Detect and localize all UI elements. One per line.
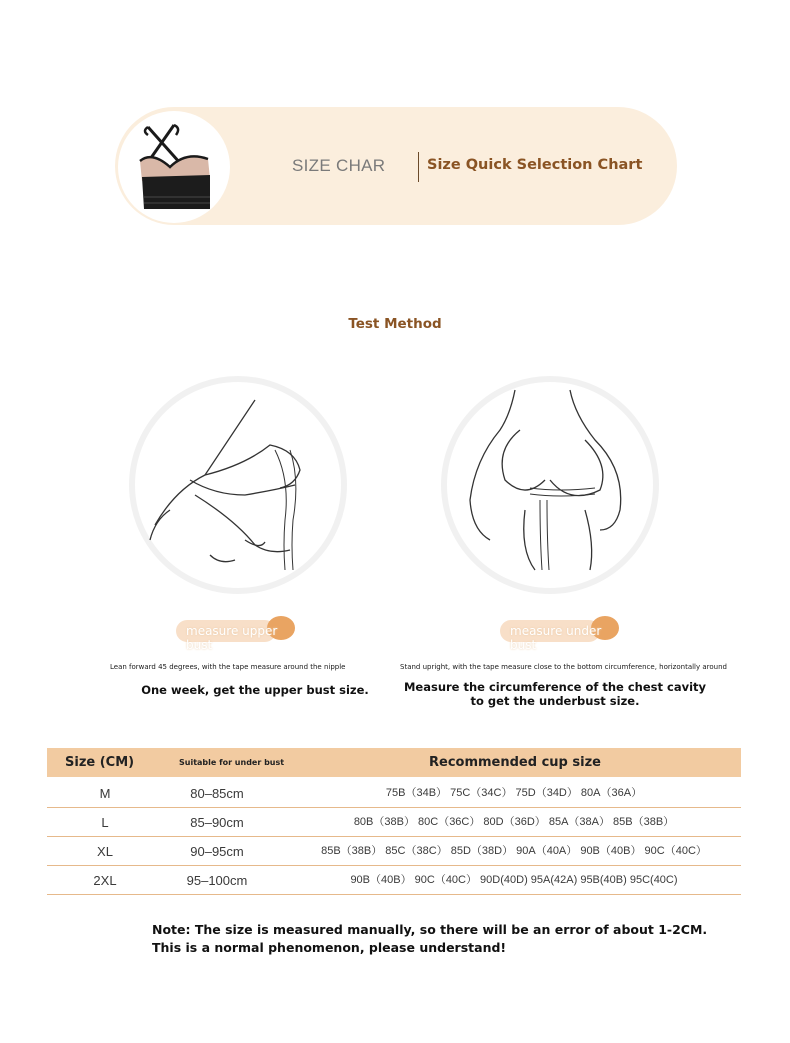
table-row [47, 779, 741, 808]
header-size: Size (CM) [65, 755, 135, 770]
note-line-2: This is a normal phenomenon, please understand! [152, 940, 507, 955]
cell-under-bust: 95–100cm [186, 873, 248, 888]
section-title: Test Method [348, 316, 442, 332]
page-title: Size Quick Selection Chart [427, 157, 643, 173]
cell-size: M [99, 786, 111, 801]
bra-product-icon [118, 111, 230, 223]
measurement-note [152, 921, 712, 957]
size-char-label: SIZE CHAR [292, 156, 386, 175]
cell-under-bust: 80–85cm [190, 786, 244, 801]
table-row [47, 866, 741, 895]
under-bust-tag [500, 614, 620, 652]
table-row [47, 837, 741, 866]
upper-bust-instruction: Lean forward 45 degrees, with the tape measure around the nipple [110, 663, 346, 671]
cell-cup-size: 85B（38B） 85C（38C） 85D（38D） 90A（40A） 90B（40B） 90C（40C） [321, 845, 707, 857]
cell-size: XL [97, 844, 113, 859]
under-bust-result: Measure the circumference of the chest cavity to get the underbust size. [403, 680, 707, 708]
header-under-bust: Suitable for under bust [179, 758, 285, 767]
upper-bust-tag [176, 614, 296, 652]
cell-cup-size: 90B（40B） 90C（40C） 90D(40D) 95A(42A) 95B(40B) 95C(40C) [350, 874, 678, 886]
note-line-1: Note: The size is measured manually, so there will be an error of about 1-2CM. [152, 922, 708, 937]
banner-divider [418, 152, 419, 182]
upper-bust-tag-label: measure upper bust [186, 624, 278, 652]
upper-bust-result: One week, get the upper bust size. [141, 683, 369, 697]
table-row [47, 808, 741, 837]
under-bust-instruction: Stand upright, with the tape measure close to the bottom circumference, horizontally around [400, 663, 727, 671]
cell-under-bust: 85–90cm [190, 815, 244, 830]
size-table-header [47, 748, 741, 777]
under-bust-tag-label: measure under bust [510, 624, 602, 652]
cell-size: L [101, 815, 109, 830]
cell-cup-size: 75B（34B） 75C（34C） 75D（34D） 80A（36A） [385, 787, 643, 799]
product-thumbnail [118, 111, 230, 223]
cell-cup-size: 80B（38B） 80C（36C） 80D（36D） 85A（38A） 85B（38B） [353, 816, 675, 828]
header-cup-size: Recommended cup size [429, 755, 601, 770]
cell-under-bust: 90–95cm [190, 844, 244, 859]
cell-size: 2XL [93, 873, 117, 888]
